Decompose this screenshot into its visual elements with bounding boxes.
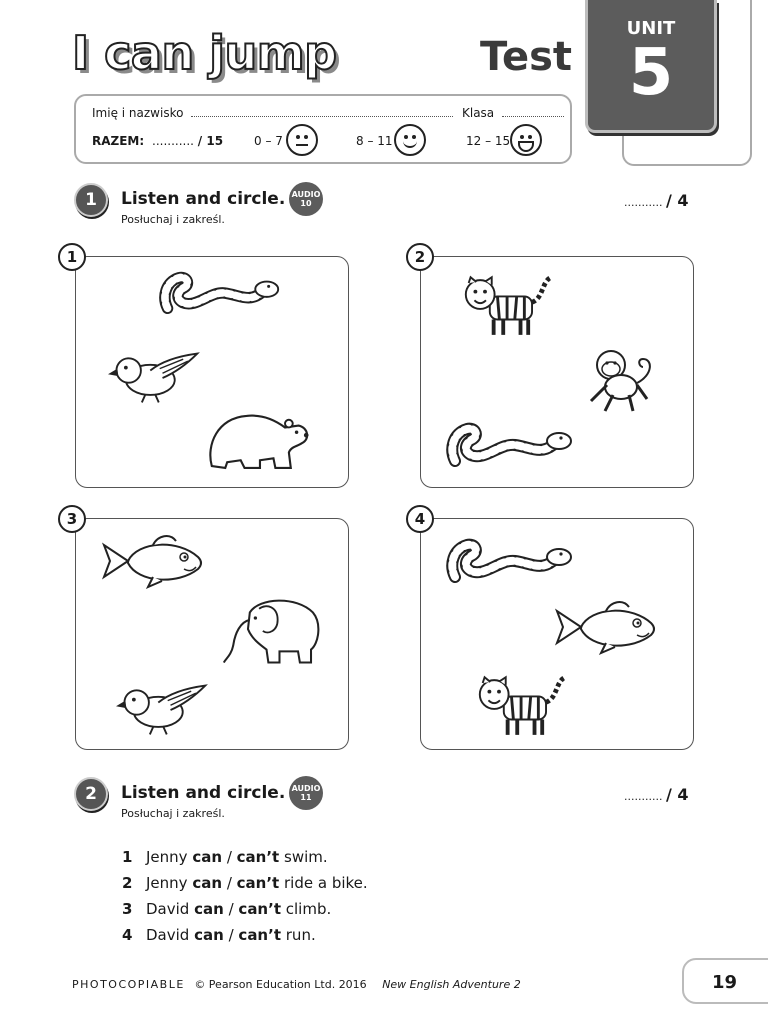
exercise-1-score [624, 191, 689, 210]
photocopiable-label: PHOTOCOPIABLE [72, 978, 185, 991]
exercise-2-title: Listen and circle. [121, 783, 286, 803]
audio-track: 11 [300, 793, 312, 802]
sentence-3: 3 David can / can’t climb. [122, 900, 332, 918]
neutral-face-icon [286, 124, 318, 156]
exercise-2-score [624, 785, 689, 804]
option-can[interactable]: can [192, 848, 223, 866]
tiger-icon[interactable] [475, 673, 571, 741]
panel-3-number: 3 [58, 505, 86, 533]
bird-icon[interactable] [116, 681, 210, 739]
sentence-4: 4 David can / can’t run. [122, 926, 316, 944]
total-max: / 15 [197, 134, 224, 148]
unit-number: 5 [628, 36, 674, 110]
fish-icon[interactable] [98, 531, 208, 591]
sentence-1: 1 Jenny can / can’t swim. [122, 848, 328, 866]
snake-icon[interactable] [158, 269, 282, 319]
audio-word: AUDIO [291, 190, 321, 199]
tiger-icon[interactable] [461, 273, 557, 341]
sentence-2: 2 Jenny can / can’t ride a bike. [122, 874, 368, 892]
range-low: 0 – 7 [254, 134, 283, 148]
panel-2-number: 2 [406, 243, 434, 271]
exercise-1-subtitle: Posłuchaj i zakreśl. [121, 213, 225, 226]
picture-panel-3 [75, 518, 349, 750]
name-field[interactable] [191, 106, 453, 117]
option-cant[interactable]: can’t [238, 926, 281, 944]
audio-11-icon[interactable] [289, 776, 323, 810]
score-max: / 4 [665, 785, 689, 804]
grin-face-icon [510, 124, 542, 156]
panel-4-number: 4 [406, 505, 434, 533]
option-cant[interactable]: can’t [236, 874, 280, 892]
score-dots[interactable]: ........... [624, 196, 663, 209]
option-cant[interactable]: can’t [236, 848, 280, 866]
score-max: / 4 [665, 191, 689, 210]
footer [72, 978, 521, 991]
exercise-1-badge: 1 [74, 183, 108, 217]
audio-word: AUDIO [291, 784, 321, 793]
audio-10-icon[interactable] [289, 182, 323, 216]
picture-panel-1 [75, 256, 349, 488]
option-cant[interactable]: can’t [238, 900, 281, 918]
option-can[interactable]: can [194, 926, 224, 944]
bear-icon[interactable] [206, 405, 312, 475]
option-can[interactable]: can [192, 874, 223, 892]
page-title: I can jump [72, 26, 337, 80]
name-score-box [74, 94, 572, 164]
score-dots[interactable]: ........... [624, 790, 663, 803]
audio-track: 10 [300, 199, 312, 208]
page-number: 19 [682, 958, 768, 1004]
snake-icon[interactable] [445, 537, 575, 587]
picture-panel-2 [420, 256, 694, 488]
bird-icon[interactable] [108, 349, 202, 407]
sentence-list [122, 844, 368, 948]
book-title: New English Adventure 2 [382, 978, 521, 991]
name-label: Imię i nazwisko [92, 106, 184, 120]
test-label: Test [480, 34, 573, 80]
range-high: 12 – 15 [466, 134, 511, 148]
snake-icon[interactable] [445, 421, 575, 471]
panel-1-number: 1 [58, 243, 86, 271]
total-label: RAZEM: [92, 134, 145, 148]
smile-face-icon [394, 124, 426, 156]
unit-badge [585, 0, 717, 133]
monkey-icon[interactable] [581, 345, 661, 415]
class-label: Klasa [462, 106, 495, 120]
exercise-2-badge: 2 [74, 777, 108, 811]
exercise-1-title: Listen and circle. [121, 189, 286, 209]
option-can[interactable]: can [194, 900, 224, 918]
exercise-2-subtitle: Posłuchaj i zakreśl. [121, 807, 225, 820]
class-field[interactable] [502, 106, 564, 117]
copyright: © Pearson Education Ltd. 2016 [194, 978, 367, 991]
picture-panel-4 [420, 518, 694, 750]
range-mid: 8 – 11 [356, 134, 393, 148]
unit-word: UNIT [626, 18, 676, 39]
fish-icon[interactable] [551, 597, 661, 657]
elephant-icon[interactable] [222, 593, 324, 669]
total-dots[interactable]: ........... [152, 134, 194, 148]
